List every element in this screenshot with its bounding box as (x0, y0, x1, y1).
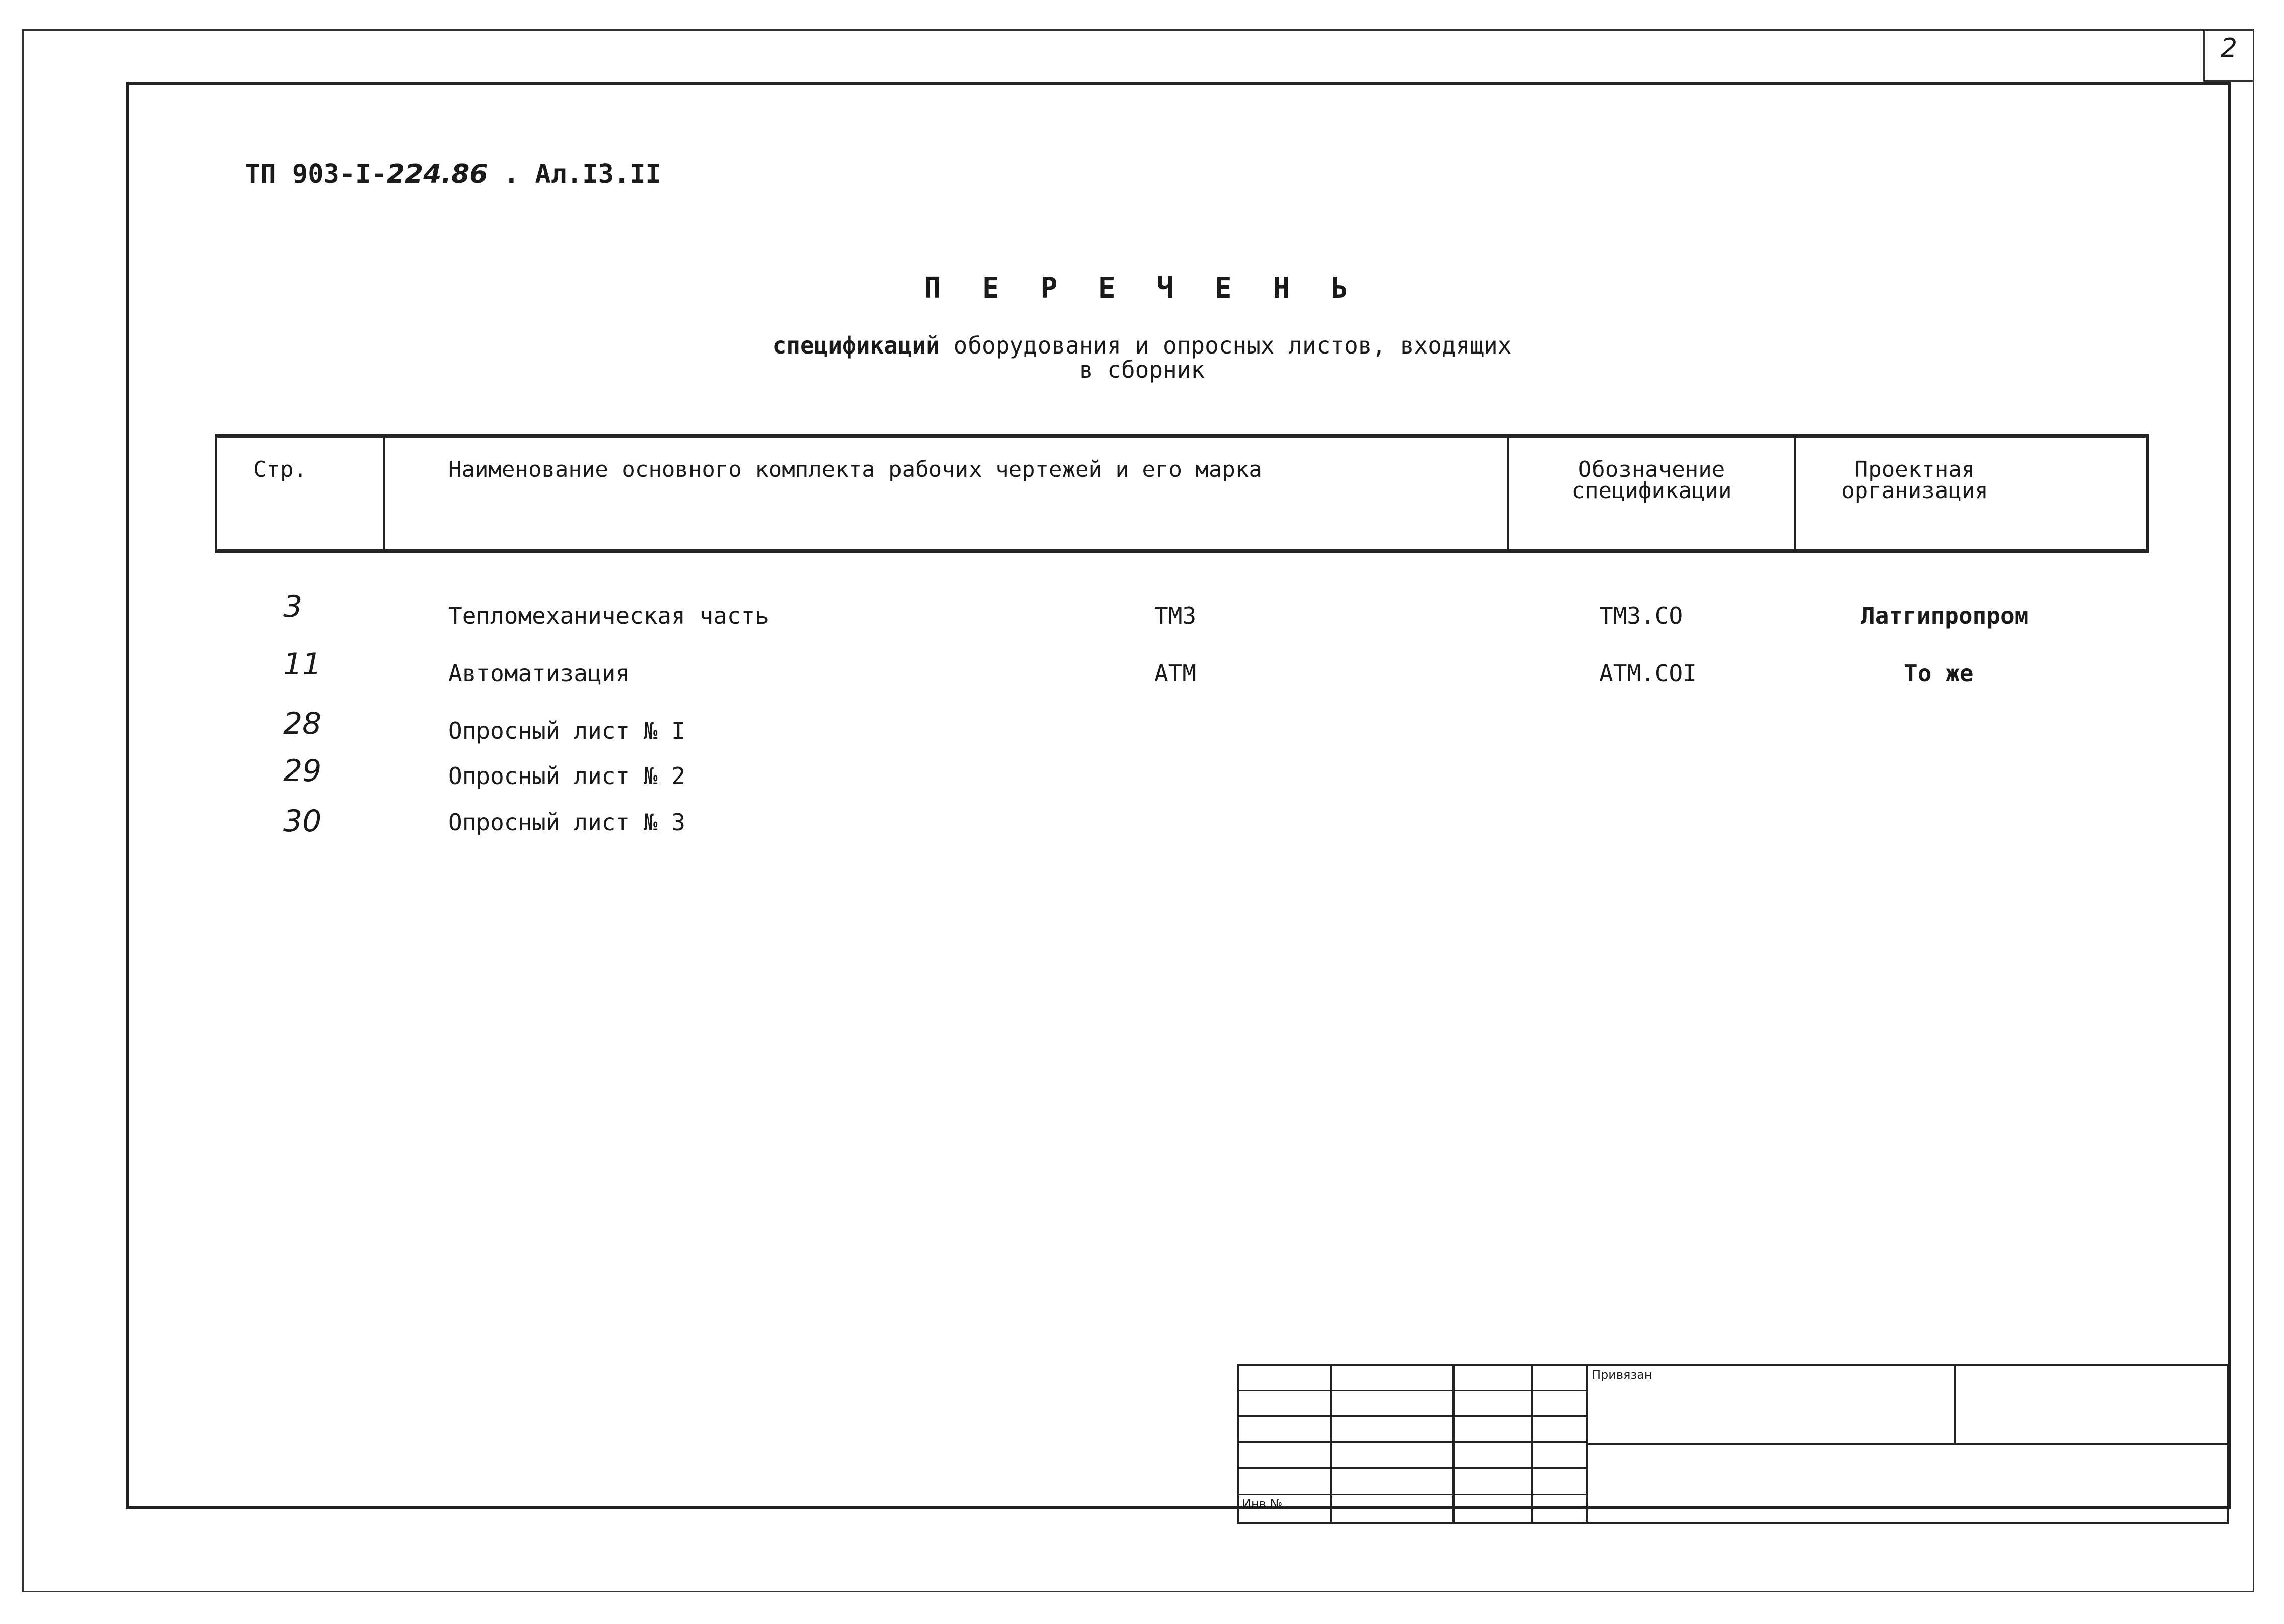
row-spec: ТМЗ.СО (1599, 602, 1683, 629)
row-page: 28 (283, 706, 322, 741)
subtitle-line2: в сборник (1079, 356, 1205, 383)
title-block-line (1237, 1494, 1586, 1495)
header-org-line1: Проектная (1854, 457, 1975, 482)
row-name: Опросный лист № 2 (448, 762, 685, 790)
row-page: 11 (283, 647, 322, 682)
inventory-label: Инв № (1242, 1497, 1283, 1511)
document-code (245, 159, 661, 189)
doc-code-handwritten: 224.86 (386, 159, 488, 189)
title-block-line (1237, 1441, 1586, 1443)
subtitle-line1: оборудования и опросных листов, входящих (939, 332, 1512, 359)
header-spec (1509, 459, 1794, 502)
page-subtitle (0, 333, 2284, 382)
title-block-line (1586, 1443, 2229, 1445)
doc-code-prefix: ТП 903-I- (245, 159, 387, 189)
column-divider (383, 434, 385, 553)
subtitle-bold-word: спецификаций (772, 332, 940, 359)
doc-code-suffix: . Ал.I3.II (488, 159, 661, 189)
row-page: 30 (283, 804, 322, 839)
header-org (1796, 459, 2033, 502)
title-block-line (1452, 1364, 1455, 1524)
row-mark: АТМ (1154, 660, 1197, 687)
row-mark: ТМЗ (1154, 602, 1197, 629)
title-block-line (1237, 1415, 1586, 1417)
row-name: Тепломеханическая часть (448, 602, 769, 629)
title-block-line (1237, 1390, 1586, 1391)
title-block-line (1954, 1364, 1956, 1444)
row-org: То же (1904, 660, 1974, 687)
row-org: Латгипропром (1861, 602, 2029, 629)
page-title: П Е Р Е Ч Е Н Ь (924, 272, 1360, 305)
title-block-line (1330, 1364, 1332, 1524)
header-page: Стр. (253, 457, 307, 482)
row-name: Опросный лист № 3 (448, 809, 685, 836)
row-page: 29 (283, 753, 322, 789)
header-name: Наименование основного комплекта рабочих чертежей и его марка (448, 457, 1262, 482)
row-page: 3 (283, 589, 303, 624)
row-name: Опросный лист № I (448, 717, 685, 744)
header-spec-line1: Обозначение (1578, 457, 1725, 482)
title-block-line (1531, 1364, 1533, 1524)
title-block-line (1237, 1467, 1586, 1469)
row-spec: АТМ.СОI (1599, 660, 1697, 687)
header-spec-line2: спецификации (1571, 478, 1732, 504)
row-name: Автоматизация (448, 660, 630, 687)
page-number: 2 (2220, 33, 2238, 63)
header-org-line2: организация (1841, 478, 1988, 504)
tied-label: Привязан (1591, 1368, 1652, 1382)
